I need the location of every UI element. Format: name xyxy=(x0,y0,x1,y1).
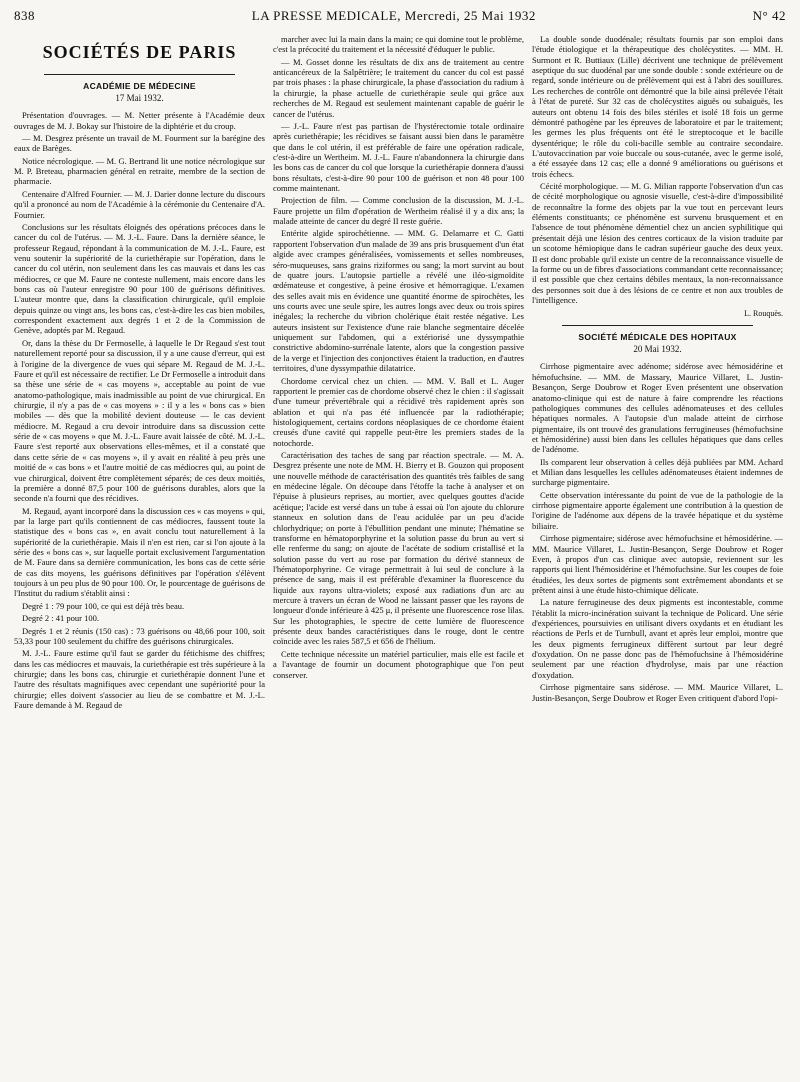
journal-title: LA PRESSE MEDICALE, Mercredi, 25 Mai 1932 xyxy=(251,8,536,23)
paragraph: M. Regaud, ayant incorporé dans la discussion ces « cas moyens » qui, par la large part qu'ils contiennent de cas médiocres, faussent toute la statistique des « bons cas », en avait conclu tout naturellement à la supériorité de la curiethérapie. Mais il n'en est rien, car si l'on ajoute à la série des « bons cas », sur laquelle portait exclusivement l'argumentation de M. Faure dans sa dernière communication, les bons cas de cette série de cas dits moyens, les guérisons définitives par l'opération s'élèvent toujours à un peu plus de 90 pour 100. Or, le pourcentage de guérisons de l'Institut du radium s'établit ainsi : xyxy=(14,505,265,599)
paragraph: Centenaire d'Alfred Fournier. — M. J. Darier donne lecture du discours qu'il a prononcé au nom de l'Académie à la cérémonie du Centenaire d'A. Fournier. xyxy=(14,188,265,220)
issue-number: N° 42 xyxy=(752,8,786,23)
paragraph: Degré 1 : 79 pour 100, ce qui est déjà très beau. xyxy=(22,600,185,611)
paragraph: Ils comparent leur observation à celles déjà publiées par MM. Achard et Milian dans lesquelles les cellules adénomateuses étaient indemnes de surcharge pigmentaire. xyxy=(532,456,783,488)
paragraph: La nature ferrugineuse des deux pigments est incontestable, comme l'établit la micro-incinération suivant la technique de Policard. Une série d'expériences, poursuivies en utilisant divers oxydants et en étudiant les réactions de Perls et de Turnbull, avant et après leur emploi, montre que les deux pigments ferrugineux diffèrent surtout par leur degré d'oxydation. On ne passe donc pas de l'hémofuchsine à l'hémosidérine seulement par une réaction d'hydrolyse, mais par une réaction d'oxydation. xyxy=(532,597,783,680)
divider xyxy=(562,325,753,326)
paragraph: Degré 2 : 41 pour 100. xyxy=(22,613,99,624)
paragraph: Présentation d'ouvrages. — M. Netter présente à l'Académie deux ouvrages de M. J. Bokay sur l'histoire de la diphtérie et du croup. xyxy=(14,110,265,131)
paragraph: Cirrhose pigmentaire avec adénome; sidérose avec hémosidérine et hémofuchsine. — MM. de Massary, Maurice Villaret, L. Justin-Besançon, Serge Doubrow et Roger Even présentent une observation anatomo-clinique qui est de nature à faire comprendre les réactions pathologiques communes des cellules adénomateuses et des cellules hépatiques normales. A l'autopsie d'un malade atteint de cirrhose pigmentaire, ils ont trouvé des granulations ferrugineuses (hémofuchsine et hémosidérine) aussi bien dans les cellules hépatiques que dans celles de l'adénome. xyxy=(532,361,783,455)
paragraph: — M. Gosset donne les résultats de dix ans de traitement au centre anticancéreux de la Salpêtrière; le traitement du cancer du col est passé par trois phases : la phase chirurgicale, la phase d'association du radium à la chirurgie, la phase actuelle de curiethérapie seule qui grâce aux recherches de M. Regaud est seulement maintenant capable de guérir le cancer de l'utérus. xyxy=(273,56,524,119)
paragraph: Cette observation intéressante du point de vue de la pathologie de la cirrhose pigmentaire apporte également une contribution à la question de l'origine de l'adénome aux dépens de la travée hépatique et du système biliaire. xyxy=(532,489,783,531)
paragraph: Conclusions sur les résultats éloignés des opérations précoces dans le cancer du col de l'utérus. — M. J.-L. Faure. Dans la dernière séance, le professeur Regaud, répondant à la communication de M. J.-L. Faure, est venu soutenir la supériorité de la curiethérapie sur l'opération, dans le cancer du col utérin, non seulement dans les cas mauvais et dans les cas médiocres, ce que M. Faure ne conteste nullement, mais encore dans les bons cas où l'auteur enregistre 90 pour 100 de guérisons définitives. L'auteur montre que, dans la classification chirurgicale, qu'il emploie depuis quinze ou vingt ans, les bons cas, c'est-à-dire les cas bien mobiles, correspondent exactement aux degrés 1 et 2 de la Commission de Genève, adoptés par M. Regaud. xyxy=(14,221,265,336)
section-heading: SOCIÉTÉ MÉDICALE DES HOPITAUX xyxy=(578,332,737,343)
section-date: 17 Mai 1932. xyxy=(115,93,164,104)
signature: L. Rouquès. xyxy=(744,309,783,319)
paragraph: Entérite algide spirochétienne. — MM. G. Delamarre et C. Gatti rapportent l'observation d'un malade de 39 ans pris brusquement d'un état algide avec crampes généralisées, vomissements et selles nombreuses, séro-muqueuses, sans grains riziformes ou sang; la mort survint au bout de quatre jours. L'autopsie partielle a révélé une iléo-sigmoïdite œdémateuse et congestive, à peine érosive et hémorragique. L'examen des selles avait mis en évidence une quantité énorme de spirochètes, les uns courts avec une seule spire, les autres longs avec deux ou trois spires inégales; la recherche du vibrion cholérique était restée négative. Les auteurs insistent sur l'existence d'une raie blanche segmentaire décelée uniquement sur l'abdomen, qui a extériorisé une dyssympathie constrictive abdomino-surrénale latente, alors que la congestion passive de la verge et l'injection des conjonctives étaient la traduction, en d'autres territoires, d'une dyssympathie dilatatrice. xyxy=(273,228,524,374)
paragraph: Caractérisation des taches de sang par réaction spectrale. — M. A. Desgrez présente une note de MM. H. Bierry et B. Gouzon qui proposent une nouvelle méthode de caractérisation des quantités très faibles de sang en médecine légale. On découpe dans l'étoffe la tache à analyser et on l'épuise à plusieurs reprises, au mortier, avec quelques gouttes d'acide acétique; l'acide est versé dans un tube à essai où l'on ajoute du chlorure stanneux en solution dans de l'eau acidulée par un peu d'acide chlorhydrique; on porte à l'ébullition pendant une minute; l'hématine se transforme en hématoporphyrine et la solution passe du brun au vert si elle renferme du sang; on ajoute de l'acétate de sodium cristallisé et la solution passe du vert au rose par formation du dérivé stanneux de l'hématoporphyrine. Ce virage permettrait à lui seul de conclure à la présence de sang, mais il est préférable d'examiner la fluorescence du liquide aux rayons ultra-violets; exposé aux radiations d'un arc au mercure à travers un écran de Wood ne laissant passer que les rayons de longueur d'onde inférieure à 425 μ, il présente une fluorescence rose lilas. Sur les photographies, le spectre de cette lumière de fluorescence présente deux bandes caractéristiques dans le rouge, dont le centre coïncide avec les raies 587,5 et 656 de l'hélium. xyxy=(273,450,524,647)
paragraph: Cirrhose pigmentaire sans sidérose. — MM. Maurice Villaret, L. Justin-Besançon, Serge Doubrow et Roger Even critiquent d'abord l'opi- xyxy=(532,682,783,703)
paragraph: Cécité morphologique. — M. G. Milian rapporte l'observation d'un cas de cécité morphologique ou agnosie visuelle, c'est-à-dire d'impossibilité de reconnaître la forme des objets par la vue tout en percevant leurs éléments constituants; ce phénomène est survenu brusquement et en l'absence de tout phénomène démentiel chez un ancien syphilitique qui présentait déjà une lésion des centres corticaux de la vision traduite par un scotome hémiopique dans le cadran supérieur gauche des deux yeux. Il est donc probable qu'il existe un centre de la reconnaissance visuelle de la forme ou un de fibres d'associations commandant cette reconnaissance; il est possible que chez certains débiles mentaux, la non-reconnaissance des personnes soit due à des lésions de ce centre et non aux troubles de l'intelligence. xyxy=(532,181,783,305)
section-date: 20 Mai 1932. xyxy=(633,344,682,355)
paragraph: Cirrhose pigmentaire; sidérose avec hémofuchsine et hémosidérine. — MM. Maurice Villaret, L. Justin-Besançon, Serge Doubrow et Roger Even, à propos d'un cas clinique avec autopsie, reviennent sur les rapports qui lient l'hémosidérine et l'hémofuchsine. Sur les coupes de foie étudiées, les deux sortes de pigments sont extrêmement abondants et se prêtent ainsi à une étude histo-chimique délicate. xyxy=(532,533,783,595)
columns xyxy=(14,34,786,1082)
paragraph: Degrés 1 et 2 réunis (150 cas) : 73 guérisons ou 48,66 pour 100, soit 53,33 pour 100 seulement du chiffre des guérisons chirurgicales. xyxy=(14,625,265,646)
column-2 xyxy=(273,34,524,1082)
paragraph: M. J.-L. Faure estime qu'il faut se garder du fétichisme des chiffres; dans les cas médiocres et mauvais, la curiethérapie est très supérieure à la chirurgie; dans les bons cas, chirurgie et curiethérapie donnent l'une et l'autre des résultats magnifiques avec cependant une supériorité pour la chirurgie; elles doivent s'associer au lieu de se combattre et M. J.-L. Faure demande à M. Regaud de xyxy=(14,648,265,711)
paragraph: Projection de film. — Comme conclusion de la discussion, M. J.-L. Faure projette un film d'opération de Wertheim réalisé il y a dix ans; la malade atteinte de cancer du degré II reste guérie. xyxy=(273,195,524,227)
column-1 xyxy=(14,34,265,1082)
page-title: SOCIÉTÉS DE PARIS xyxy=(42,42,237,62)
divider xyxy=(44,74,235,75)
paragraph: — M. Desgrez présente un travail de M. Fourment sur la barégine des eaux de Barèges. xyxy=(14,133,265,154)
paragraph: marcher avec lui la main dans la main; ce qui domine tout le problème, c'est la précocité du traitement et la nécessité d'éduquer le public. xyxy=(273,34,524,55)
column-3 xyxy=(532,34,783,1082)
page-header xyxy=(14,8,786,24)
paragraph: La double sonde duodénale; résultats fournis par son emploi dans l'étude étiologique et la thérapeutique des cholécystites. — MM. H. Surmont et R. Buttiaux (Lille) décrivent une technique de prélèvement aseptique du suc duodénal par une sonde double : sonde extérieure ou de regard, sonde intérieure ou de prélèvement qui est à l'abri des souillures. Les recherches de contrôle ont démontré que la bile ainsi prélevée l'était à l'état de pureté. Sur 32 cas de cholécystites aiguës ou subaiguës, les auteurs ont obtenu 14 fois des biles stériles et isolé 18 fois un germe démontré pathogène par les épreuves de laboratoire et par le traitement; les germes les plus fréquents ont été le streptocoque et le bacille dysentérique; le rôle du coli-bacille semble au contraire secondaire. L'autovaccination par voie buccale ou sous-cutanée, avec le germe isolé, a été essayée dans 12 cas; elle a donné 9 améliorations ou guérisons et trois échecs. xyxy=(532,34,783,179)
paragraph: Notice nécrologique. — M. G. Bertrand lit une notice nécrologique sur M. P. Breteau, pharmacien général en retraite, membre de la section de pharmacie. xyxy=(14,155,265,187)
paragraph: — J.-L. Faure n'est pas partisan de l'hystérectomie totale ordinaire après curiethérapie; les récidives se faisant aussi bien dans le paramètre que dans le col utérin, il est préférable de faire une opération radicale, c'est-à-dire un Wertheim. M. J.-L. Faure n'abandonnera la chirurgie dans les bons cas de cancer du col que lorsque la curiethérapie donnera d'aussi bons résultats, c'est-à-dire 90 pour 100 de guérison et non 48 pour 100 comme maintenant. xyxy=(273,120,524,194)
paragraph: Or, dans la thèse du Dr Fermoselle, à laquelle le Dr Regaud s'est tout naturellement reporté pour sa discussion, il y a une cause d'erreur, qui est à l'origine de la divergence de vues qui sépare M. Regaud de M. J.-L. Faure et qu'il est nécessaire de rectifier. Le Dr Fermoselle a introduit dans sa thèse une série de « cas moyens », acceptable au point de vue anatomo-pathologique, mais inadmissible au point de vue chirurgical. En chirurgie, il n'y a pas de « cas moyens » : il y a les « bons cas » bien mobiles — dès que la mobilité devient douteuse — le cas devient médiocre. M. Regaud a cru devoir introduire dans sa discussion cette série de « cas moyens » que M. J.-L. Faure avait laissée de côté. M. J.-L. Faure s'est reporté aux observations elles-mêmes, et il a constaté que dans cette série de « cas moyens », il y avait en réalité à peu près une moitié de « cas bons » et l'autre moitié de cas médiocres qui, au point de vue chirurgical, doivent être complètement séparés; de ces deux moitiés, la première a donné 87,5 pour 100 de guérisons durables, alors que la seconde n'a fourni que des récidives. xyxy=(14,337,265,504)
section-heading: ACADÉMIE DE MÉDECINE xyxy=(83,80,196,91)
page-number: 838 xyxy=(14,8,35,23)
paragraph: Chordome cervical chez un chien. — MM. V. Ball et L. Auger rapportent le premier cas de chordome observé chez le chien : il s'agissait d'une tumeur prévertébrale qui a récidivé très rapidement après son ablation et qui n'a pas été influencée par la radiothérapie; histologiquement, certains cordons néoplasiques de ce chordome étaient creusés d'une cavité qui rappelle peut-être les premiers stades de la notochorde. xyxy=(273,375,524,448)
paragraph: Cette technique nécessite un matériel particulier, mais elle est facile et a l'avantage de fournir un document photographique que l'on peut conserver. xyxy=(273,648,524,680)
